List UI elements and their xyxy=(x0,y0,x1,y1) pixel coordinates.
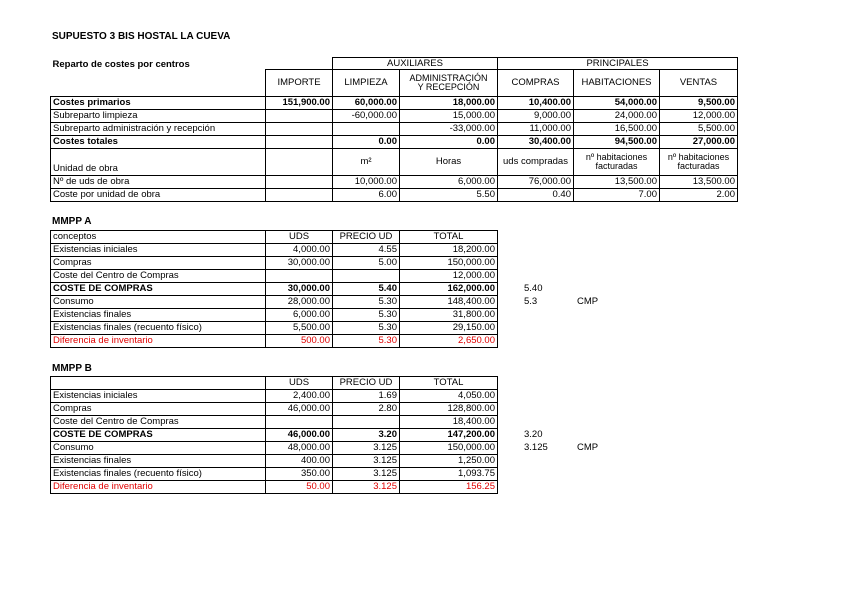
row-label: Existencias finales xyxy=(51,455,266,468)
cell-uds: 350.00 xyxy=(266,468,333,481)
cell-precio: 4.55 xyxy=(333,244,400,257)
cell-precio: 5.30 xyxy=(333,322,400,335)
col-admin xyxy=(400,70,498,97)
cell-uds: 4,000.00 xyxy=(266,244,333,257)
cell-limpieza: 0.00 xyxy=(333,135,400,148)
table-row xyxy=(51,390,498,403)
cell-importe xyxy=(266,109,333,122)
mmpp-a-heading: MMPP A xyxy=(52,216,92,227)
mmpp-b-col-total: TOTAL xyxy=(400,377,498,390)
cell-total: 148,400.00 xyxy=(400,296,498,309)
table-row xyxy=(51,429,498,442)
cell-total: 31,800.00 xyxy=(400,309,498,322)
mmpp-a-col-uds: UDS xyxy=(266,231,333,244)
unidad-habit-l1: nº habitaciones xyxy=(585,151,648,162)
col-admin-l1: ADMINISTRACIÓN xyxy=(409,72,488,83)
side-note: CMP xyxy=(577,442,599,453)
group-principales: PRINCIPALES xyxy=(498,58,738,70)
unidad-label: Unidad de obra xyxy=(51,148,266,175)
cell-total: 18,400.00 xyxy=(400,416,498,429)
cell-precio: 5.30 xyxy=(333,296,400,309)
coste-ud-limpieza: 6.00 xyxy=(333,188,400,201)
row-label: COSTE DE COMPRAS xyxy=(51,429,266,442)
table-row xyxy=(51,335,498,348)
unidad-admin: Horas xyxy=(400,148,498,175)
col-limpieza: LIMPIEZA xyxy=(333,70,400,97)
table-row xyxy=(51,468,498,481)
row-label: COSTE DE COMPRAS xyxy=(51,283,266,296)
col-importe: IMPORTE xyxy=(266,70,333,97)
cell-uds: 46,000.00 xyxy=(266,429,333,442)
cell-uds: 5,500.00 xyxy=(266,322,333,335)
coste-ud-ventas: 2.00 xyxy=(660,188,738,201)
cell-uds: 48,000.00 xyxy=(266,442,333,455)
cell-precio: 2.80 xyxy=(333,403,400,416)
table-row xyxy=(51,481,498,494)
cell-total: 1,250.00 xyxy=(400,455,498,468)
reparto-table xyxy=(50,57,738,202)
cell-total: 18,200.00 xyxy=(400,244,498,257)
cell-admin: 0.00 xyxy=(400,135,498,148)
table-row xyxy=(51,270,498,283)
row-label: Existencias finales (recuento físico) xyxy=(51,468,266,481)
table-row xyxy=(51,455,498,468)
side-value: 3.125 xyxy=(524,442,548,453)
table-row xyxy=(51,244,498,257)
cell-uds xyxy=(266,416,333,429)
row-label: Costes primarios xyxy=(51,96,266,109)
cell-uds: 30,000.00 xyxy=(266,283,333,296)
cell-admin: 15,000.00 xyxy=(400,109,498,122)
cell-habitaciones: 54,000.00 xyxy=(574,96,660,109)
coste-ud-compras: 0.40 xyxy=(498,188,574,201)
coste-ud-habit: 7.00 xyxy=(574,188,660,201)
cell-uds: 30,000.00 xyxy=(266,257,333,270)
cell-precio: 5.30 xyxy=(333,309,400,322)
cell-precio: 1.69 xyxy=(333,390,400,403)
cell-total: 147,200.00 xyxy=(400,429,498,442)
cell-ventas: 27,000.00 xyxy=(660,135,738,148)
cell-compras: 9,000.00 xyxy=(498,109,574,122)
row-label: Costes totales xyxy=(51,135,266,148)
reparto-row xyxy=(51,96,738,109)
side-value: 5.40 xyxy=(524,283,543,294)
num-uds-admin: 6,000.00 xyxy=(400,175,498,188)
unidad-ventas-l2: facturadas xyxy=(677,160,720,171)
cell-uds: 2,400.00 xyxy=(266,390,333,403)
cell-compras: 30,400.00 xyxy=(498,135,574,148)
cell-precio xyxy=(333,270,400,283)
mmpp-b-col-precio: PRECIO UD xyxy=(333,377,400,390)
num-uds-habit: 13,500.00 xyxy=(574,175,660,188)
col-compras: COMPRAS xyxy=(498,70,574,97)
cell-precio: 5.40 xyxy=(333,283,400,296)
cell-precio: 5.00 xyxy=(333,257,400,270)
cell-uds: 400.00 xyxy=(266,455,333,468)
page-title: SUPUESTO 3 BIS HOSTAL LA CUEVA xyxy=(52,31,231,42)
reparto-heading: Reparto de costes por centros xyxy=(52,58,190,70)
mmpp-b-heading: MMPP B xyxy=(52,363,92,374)
cell-total: 2,650.00 xyxy=(400,335,498,348)
cell-precio: 3.125 xyxy=(333,481,400,494)
table-row xyxy=(51,283,498,296)
cell-total: 162,000.00 xyxy=(400,283,498,296)
cell-habitaciones: 24,000.00 xyxy=(574,109,660,122)
table-row xyxy=(51,403,498,416)
mmpp-b-table xyxy=(50,376,498,494)
cell-uds: 500.00 xyxy=(266,335,333,348)
cell-compras: 10,400.00 xyxy=(498,96,574,109)
col-habitaciones: HABITACIONES xyxy=(574,70,660,97)
unidad-limpieza: m² xyxy=(333,148,400,175)
num-uds-ventas: 13,500.00 xyxy=(660,175,738,188)
table-row xyxy=(51,416,498,429)
mmpp-a-col-precio: PRECIO UD xyxy=(333,231,400,244)
cell-total: 1,093.75 xyxy=(400,468,498,481)
row-label: Existencias finales (recuento físico) xyxy=(51,322,266,335)
cell-total: 150,000.00 xyxy=(400,257,498,270)
row-label: Consumo xyxy=(51,442,266,455)
group-auxiliares: AUXILIARES xyxy=(333,58,498,70)
row-label: Subreparto limpieza xyxy=(51,109,266,122)
mmpp-a-col-concepto: conceptos xyxy=(51,231,266,244)
cell-limpieza: -60,000.00 xyxy=(333,109,400,122)
table-row xyxy=(51,322,498,335)
cell-total: 12,000.00 xyxy=(400,270,498,283)
row-label: Existencias iniciales xyxy=(51,244,266,257)
row-label: Subreparto administración y recepción xyxy=(51,122,266,135)
unidad-ventas-l1: nº habitaciones xyxy=(667,151,730,162)
cell-precio: 3.125 xyxy=(333,455,400,468)
cell-total: 150,000.00 xyxy=(400,442,498,455)
cell-total: 29,150.00 xyxy=(400,322,498,335)
table-row xyxy=(51,257,498,270)
cell-precio xyxy=(333,416,400,429)
row-label: Existencias finales xyxy=(51,309,266,322)
cell-total: 4,050.00 xyxy=(400,390,498,403)
cell-habitaciones: 16,500.00 xyxy=(574,122,660,135)
cell-total: 128,800.00 xyxy=(400,403,498,416)
reparto-row xyxy=(51,122,738,135)
row-label: Diferencia de inventario xyxy=(51,481,266,494)
row-label: Consumo xyxy=(51,296,266,309)
cell-importe xyxy=(266,122,333,135)
cell-uds: 6,000.00 xyxy=(266,309,333,322)
table-row xyxy=(51,442,498,455)
cell-ventas: 12,000.00 xyxy=(660,109,738,122)
unidad-habit-l2: facturadas xyxy=(595,160,638,171)
cell-precio: 3.125 xyxy=(333,442,400,455)
cell-uds xyxy=(266,270,333,283)
cell-precio: 5.30 xyxy=(333,335,400,348)
num-uds-label: Nº de uds de obra xyxy=(51,175,266,188)
cell-admin: -33,000.00 xyxy=(400,122,498,135)
unidad-compras: uds compradas xyxy=(498,148,574,175)
table-row xyxy=(51,296,498,309)
num-uds-compras: 76,000.00 xyxy=(498,175,574,188)
coste-ud-label: Coste por unidad de obra xyxy=(51,188,266,201)
side-note: CMP xyxy=(577,296,599,307)
col-admin-l2: Y RECEPCIÓN xyxy=(417,81,480,92)
mmpp-b-col-concepto xyxy=(51,377,266,390)
reparto-row xyxy=(51,109,738,122)
cell-ventas: 5,500.00 xyxy=(660,122,738,135)
cell-limpieza xyxy=(333,122,400,135)
cell-precio: 3.125 xyxy=(333,468,400,481)
col-ventas: VENTAS xyxy=(660,70,738,97)
row-label: Compras xyxy=(51,403,266,416)
cell-admin: 18,000.00 xyxy=(400,96,498,109)
side-value: 5.3 xyxy=(524,296,538,307)
cell-uds: 46,000.00 xyxy=(266,403,333,416)
row-label: Diferencia de inventario xyxy=(51,335,266,348)
cell-uds: 28,000.00 xyxy=(266,296,333,309)
row-label: Existencias iniciales xyxy=(51,390,266,403)
cell-ventas: 9,500.00 xyxy=(660,96,738,109)
cell-importe xyxy=(266,135,333,148)
mmpp-a-col-total: TOTAL xyxy=(400,231,498,244)
cell-importe: 151,900.00 xyxy=(266,96,333,109)
cell-precio: 3.20 xyxy=(333,429,400,442)
coste-ud-admin: 5.50 xyxy=(400,188,498,201)
cell-limpieza: 60,000.00 xyxy=(333,96,400,109)
cell-habitaciones: 94,500.00 xyxy=(574,135,660,148)
num-uds-limpieza: 10,000.00 xyxy=(333,175,400,188)
cell-uds: 50.00 xyxy=(266,481,333,494)
row-label: Coste del Centro de Compras xyxy=(51,270,266,283)
row-label: Coste del Centro de Compras xyxy=(51,416,266,429)
row-label: Compras xyxy=(51,257,266,270)
table-row xyxy=(51,309,498,322)
mmpp-b-col-uds: UDS xyxy=(266,377,333,390)
side-value: 3.20 xyxy=(524,429,543,440)
cell-compras: 11,000.00 xyxy=(498,122,574,135)
reparto-row xyxy=(51,135,738,148)
cell-total: 156.25 xyxy=(400,481,498,494)
mmpp-a-table xyxy=(50,230,498,348)
